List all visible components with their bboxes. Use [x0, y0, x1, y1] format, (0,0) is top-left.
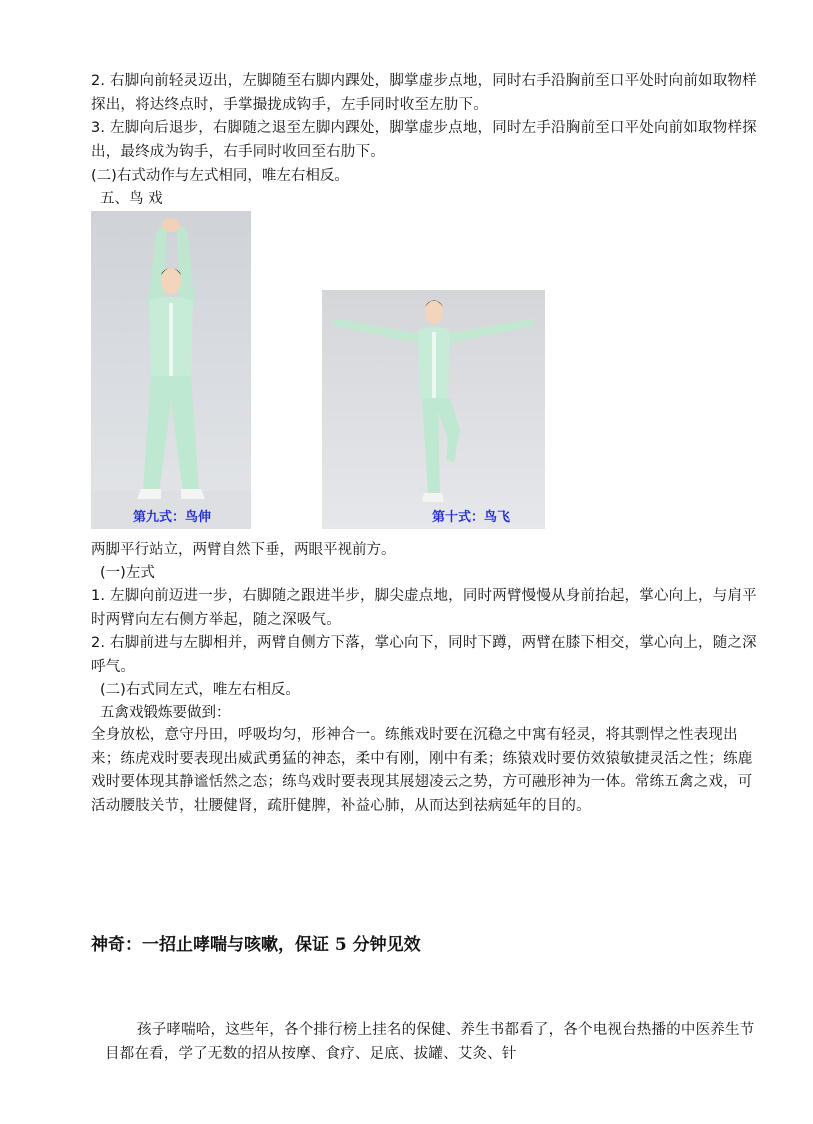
bird-left-title: (一)左式 [100, 565, 155, 581]
section-heading: 五、鸟 戏 [100, 191, 163, 207]
figure-bird-stretch [91, 211, 251, 529]
item-3: 3. 左脚向后退步，右脚随之退至左脚内踝处，脚掌虚步点地，同时左手沿胸前至口平处向前如取物样探出，最终成为钩手，右手同时收回至右肋下。 [91, 120, 757, 160]
figure-bird-stretch-image [91, 211, 251, 529]
requirements-body: 全身放松，意守丹田，呼吸均匀，形神合一。练熊戏时要在沉稳之中寓有轻灵，将其剽悍之性表现出来；练虎戏时要表现出威武勇猛的神态，柔中有刚，刚中有柔；练猿戏时要仿效猿敏捷灵活之性；练鹿戏时要体现其静谧恬然之态；练鸟戏时要表现其展翅凌云之势，方可融形神为一体。常练五禽之戏，可活动腰肢关节，壮腰健肾，疏肝健脾，补益心肺，从而达到祛病延年的目的。 [91, 727, 753, 814]
bird-step-1: 1. 左脚向前迈进一步，右脚随之跟进半步，脚尖虚点地，同时两臂慢慢从身前抬起，掌心向上，与肩平时两臂向左右侧方举起，随之深吸气。 [91, 588, 757, 628]
bird-step-2: 2. 右脚前进与左脚相并，两臂自侧方下落，掌心向下，同时下蹲，两臂在膝下相交，掌心向上，随之深呼气。 [91, 635, 757, 675]
right-form-note: (二)右式动作与左式相同，唯左右相反。 [91, 168, 349, 184]
bird-right-title: (二)右式同左式，唯左右相反。 [100, 682, 300, 698]
requirements-title: 五禽戏锻炼要做到： [100, 705, 231, 721]
caption-bird-stretch: 第九式：鸟伸 [133, 510, 212, 525]
bird-intro: 两脚平行站立，两臂自然下垂，两眼平视前方。 [91, 542, 396, 558]
figure-bird-fly-image [322, 290, 545, 529]
figure-bird-fly [322, 290, 545, 529]
article-body: 孩子哮喘哈，这些年，各个排行榜上挂名的保健、养生书都看了，各个电视台热播的中医养生节目都在看，学了无数的招从按摩、食疗、足底、拔罐、艾灸、针 [105, 1022, 755, 1062]
article-title: 神奇：一招止哮喘与咳嗽，保证 5 分钟见效 [91, 935, 421, 955]
item-2: 2. 右脚向前轻灵迈出，左脚随至右脚内踝处，脚掌虚步点地，同时右手沿胸前至口平处时向前如取物样探出，将达终点时，手掌撮拢成钩手，左手同时收至左肋下。 [91, 73, 757, 113]
caption-bird-fly: 第十式：鸟飞 [432, 510, 511, 525]
